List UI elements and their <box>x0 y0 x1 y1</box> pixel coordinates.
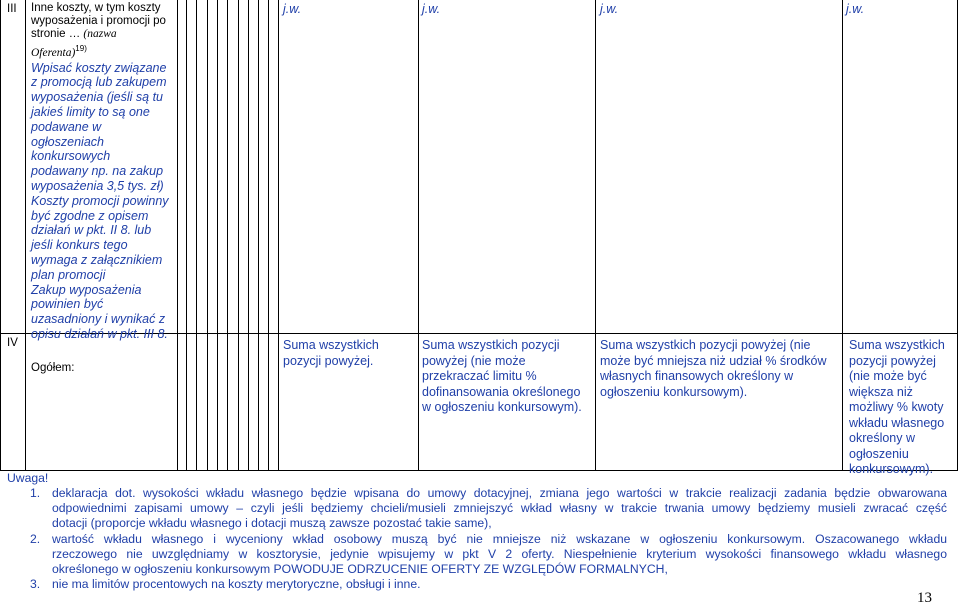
col-divider-10 <box>258 0 259 470</box>
note-item-3 <box>22 577 947 592</box>
row-iii-instruction-line: ogłoszeniach <box>31 134 104 149</box>
row-iii-heading-1: Inne koszty, w tym koszty <box>31 2 161 14</box>
row-iv-cell-line: Suma wszystkich pozycji powyżej (nie <box>600 338 811 352</box>
note-2-line-1: wartość wkładu własnego i wyceniony wkład osobowy muszą być nie mniejsze niż wskazane w ogłoszeniu konkursowym. Oszacowanego wkładu <box>52 531 947 546</box>
row-iv-cell-line: większa niż <box>849 384 913 399</box>
row-iii-description <box>31 2 173 342</box>
row-iii-instruction-line: działań w pkt. II 8. lub <box>31 223 152 238</box>
jw-2: j.w. <box>422 2 441 16</box>
row-iv-cell-line: pozycji powyżej <box>849 353 936 368</box>
col-divider-9 <box>248 0 249 470</box>
note-1-line-3: dotacji (proporcje wkładu własnego i dotacji muszą zawsze pozostać takie same), <box>52 516 492 531</box>
note-1-line-1: deklaracja dot. wysokości wkładu własnego będzie wpisana do umowy dotacyjnej, zmiana jego wartości w trakcie realizacji zadania będzie obwarowana <box>52 486 947 500</box>
table-border-right <box>957 0 958 470</box>
col-divider-4 <box>196 0 197 470</box>
row-iv-cell-line: ogłoszeniu konkursowym). <box>600 384 748 399</box>
row-iv-cell-line: (nie może być <box>849 369 927 383</box>
col-divider-3 <box>186 0 187 470</box>
row-iv-cell-line: Suma wszystkich pozycji <box>422 338 560 352</box>
row-iii-instruction-line: wyposażenia (jeśli są tu <box>31 90 164 105</box>
row-iii-instruction-line: podawane w <box>31 119 102 134</box>
row-iii-instruction-line: Koszty promocji powinny <box>31 193 169 208</box>
row-iv-cell-line: przekraczać limitu % <box>422 369 537 383</box>
row-iv-cell-line: pozycji powyżej. <box>283 353 374 368</box>
note-2-line-3: określonego w ogłoszeniu konkursowym POWODUJE ODRZUCENIE OFERTY ZE WZGLĘDÓW FORMALNYCH, <box>52 562 668 577</box>
row-iv-cell-2 <box>422 338 594 416</box>
row-iii-instruction-line: Wpisać koszty związane <box>31 60 167 75</box>
row-iii-instruction-line: Zakup wyposażenia <box>31 282 142 297</box>
col-divider-14 <box>595 0 596 470</box>
row-iv-cell-line: własnych finansowych określony w <box>600 369 794 383</box>
row-iii-instruction-line: jeśli konkurs tego <box>31 238 128 253</box>
col-divider-8 <box>238 0 239 470</box>
note-item-1 <box>22 486 947 532</box>
row-iii-instruction-line: wyposażenia 3,5 tys. zł) <box>31 179 164 194</box>
col-divider-13 <box>418 0 419 470</box>
jw-3: j.w. <box>600 2 619 16</box>
col-divider-7 <box>227 0 228 470</box>
col-divider-1 <box>25 0 26 470</box>
table-border-left <box>0 0 1 470</box>
col-divider-6 <box>217 0 218 470</box>
row-iii-heading-2: wyposażenia i promocji po <box>31 15 166 28</box>
col-divider-2 <box>177 0 178 470</box>
oferent-placeholder: (nazwa Oferenta) <box>31 28 117 59</box>
row-iii-instruction-line: z promocją lub zakupem <box>31 75 167 90</box>
row-iii-instruction-line: być zgodne z opisem <box>31 208 149 223</box>
row-iv-cell-line: dofinansowania określonego <box>422 384 581 399</box>
note-item-2 <box>22 532 947 578</box>
col-divider-12 <box>278 0 279 470</box>
row-iii-number: III <box>7 3 17 15</box>
note-3-line-1: nie ma limitów procentowych na koszty merytoryczne, obsługi i inne. <box>52 577 421 592</box>
row-iv-cell-line: ogłoszeniu <box>849 446 909 461</box>
row-iv-number: IV <box>7 337 18 349</box>
row-iv-cell-4 <box>849 338 957 478</box>
row-iii-instruction-line: podawany np. na zakup <box>31 164 164 179</box>
note-1-line-2: odpowiednimi zapisami umowy – czyli jeśli będziemy chcieli/musieli zmniejszyć wkład własny w trakcie trwania umowy będziemy musieli zwracać część <box>52 501 947 516</box>
row-iv-cell-line: Suma wszystkich <box>849 338 945 352</box>
notes-list <box>22 486 947 592</box>
col-divider-11 <box>268 0 269 470</box>
row-iii-instruction-line: opisu działań w pkt. III 8. <box>31 326 168 341</box>
note-number-2: 2. <box>30 531 41 546</box>
row-iv-cell-line: możliwy % kwoty <box>849 400 944 414</box>
row-iv-cell-line: Suma wszystkich <box>283 338 379 352</box>
jw-4: j.w. <box>846 2 865 16</box>
row-iii-heading-3: stronie … (nazwa Oferenta)$^{19)}$ <box>31 28 117 59</box>
note-number-3: 3. <box>30 577 41 592</box>
jw-1: j.w. <box>283 2 302 16</box>
page-number: 13 <box>917 590 932 606</box>
row-iii-instruction-line: powinien być <box>31 297 104 312</box>
row-iii-instruction-line: uzasadniony i wynikać z <box>31 312 166 327</box>
col-divider-5 <box>207 0 208 470</box>
row-iv-cell-line: w ogłoszeniu konkursowym). <box>422 400 582 414</box>
row-iii-instruction-line: jakieś limity to są one <box>31 105 150 120</box>
row-iv-cell-line: powyżej (nie może <box>422 353 526 368</box>
row-iv-cell-line: konkursowym). <box>849 462 934 476</box>
row-iv-label: Ogółem: <box>31 362 75 374</box>
row-iv-cell-line: określony w <box>849 431 915 445</box>
note-number-1: 1. <box>30 486 41 500</box>
row-iv-cell-line: może być mniejsza niż udział % środków <box>600 353 827 368</box>
col-divider-15 <box>842 0 843 470</box>
footnote-marker: 19) <box>75 43 87 53</box>
notes-title: Uwaga! <box>7 471 49 485</box>
row-iv-cell-line: wkładu własnego <box>849 415 945 430</box>
note-2-line-2: rzeczowego nie uwzględniamy w kosztorysie, jedynie wpisujemy w pkt V 2 oferty. Niespełnienie kryterium wysokości finansowego wkładu własnego <box>52 546 947 561</box>
row-iii-instruction-line: plan promocji <box>31 267 106 282</box>
table-border-bottom <box>0 470 958 471</box>
row-iii-instructions <box>31 61 173 342</box>
row-iv-cell-3 <box>600 338 840 400</box>
row-iii-instruction-line: wymaga z załącznikiem <box>31 253 163 267</box>
row-iv-cell-1 <box>283 338 415 369</box>
row-iii-instruction-line: konkursowych <box>31 149 111 164</box>
